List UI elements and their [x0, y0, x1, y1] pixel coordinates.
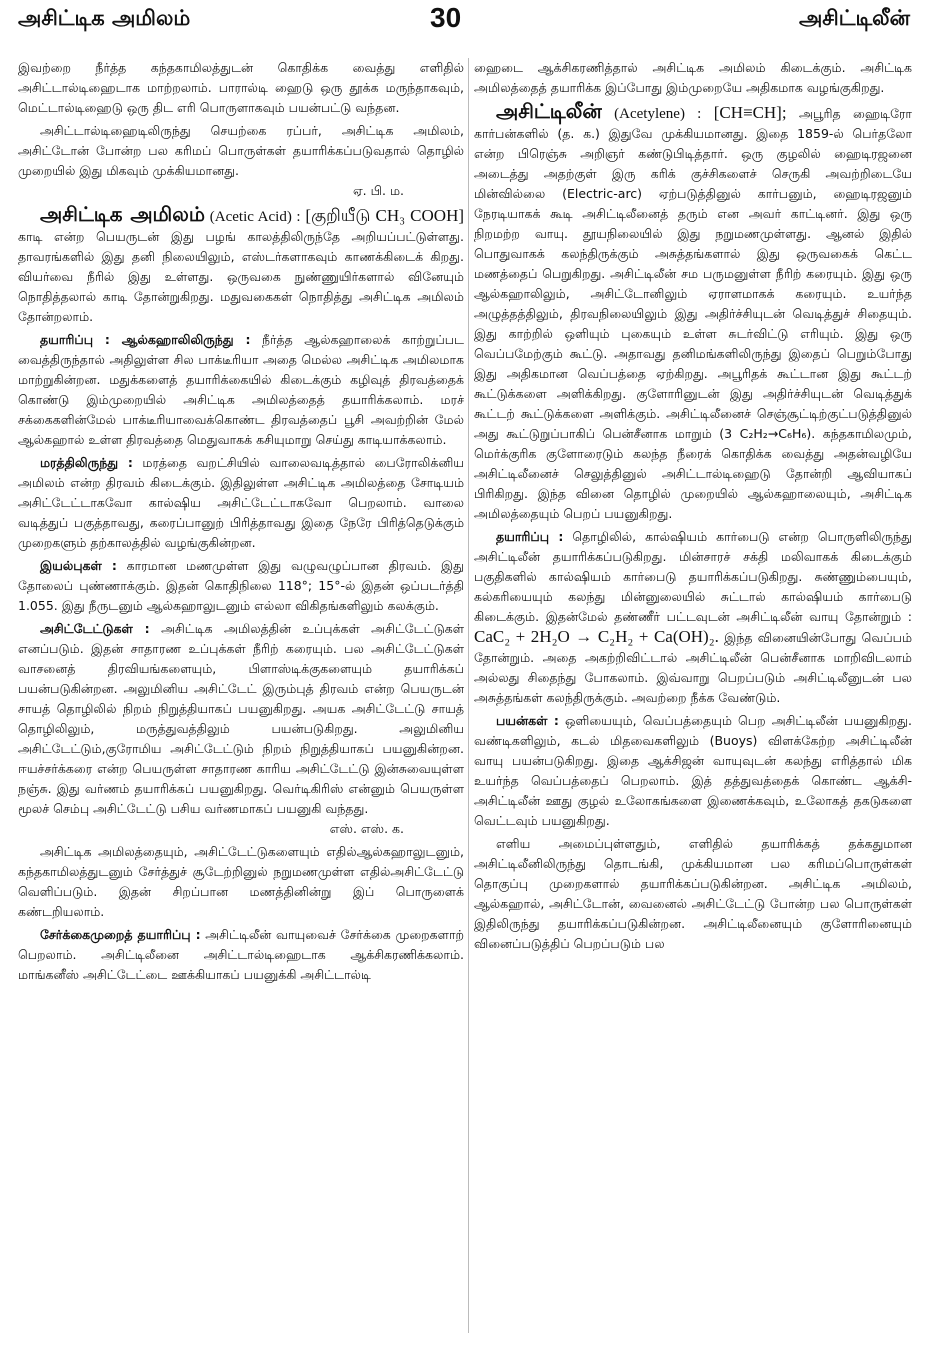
carbide-reaction-formula: CaC₂ + 2H₂O → C₂H₂ + Ca(OH)₂. [474, 627, 719, 646]
properties-text: காரமான மணமுள்ள இது வழுவழுப்பான திரவம். இது தோலைப் புண்ணாக்கும். இதன் கொதிநிலை 118°; 15°-ல் இதன் ஒப்படர்த்தி 1.055. இது நீருடனும் ஆல்கஹாலுடனும் எல்லா விகிதங்களிலும் கலக்கும். [18, 558, 464, 613]
running-head-right: அசிட்டிலீன் [798, 6, 910, 30]
preparation-alcohol [18, 330, 464, 450]
entry-latin-acetic-acid: (Acetic Acid) : [209, 209, 301, 225]
page-number: 30 [430, 2, 462, 33]
right-column [474, 58, 912, 1338]
properties-label: இயல்புகள் : [40, 558, 117, 573]
acetates [18, 619, 464, 839]
closing-paragraph: எளிய அமைப்புள்ளதும், எளிதில் தயாரிக்கத் தக்கதுமான அசிட்டிலீனிலிருந்து தொடங்கி, முக்கியமான பல கரிமப்பொருள்கள் தொகுப்பு முறைகளால் தயாரிக்கப்படுகின்றன. அசிட்டிக அமிலம், ஆல்கஹால், அசிட்டோன், வைனைல் அசிட்டேட்டு போன்ற பல பொருள்கள் இதிலிருந்து தயாரிக்கப்படுகின்றன. அசிட்டிலீனையும் குளோரினையும் வினைப்படுத்திப் பெறப்படும் பல [474, 836, 912, 951]
acetylene-entry [474, 101, 912, 524]
esters-paragraph: அசிட்டிக அமிலத்தையும், அசிட்டேட்டுகளையும் எதில்ஆல்கஹாலுடனும், கந்தகாமிலத்துடனும் சேர்த்துச் சூடேற்றினுல் நறுமணமுள்ள எதில்அசிட்டேட்டு வெளிப்படும். இதன் சிறப்பான மணத்தினின்று இப் பொருளைக் கண்டறியலாம். [18, 844, 464, 919]
synthesis [18, 925, 464, 985]
acetylene-uses-text: ஒளியையும், வெப்பத்தையும் பெற அசிட்டிலீன் பயனுகிறது. வண்டிகளிலும், கடல் மிதவைகளிலும் (Buoys) விளக்கேற்ற அசிட்டிலீன் வாயு பயன்படுகிறது. இதை ஆக்சிஜன் வாயுவுடன் கலந்து எரித்தால் மிக உயர்ந்த வெப்பத்தைப் பெறலாம். இத் தத்துவத்தைக் கொண்ட ஆக்சி-அசிட்டிலீன் ஊது குழல் உலோகங்களை இணைக்கவும், உலோகத் தகடுகளை வெட்டவும் பயனுகிறது. [474, 713, 912, 828]
acetylene-uses [474, 711, 912, 831]
preparation-wood-text: மரத்தை வறட்சியில் வாலைவடித்தால் பைரோலிக்னிய அமிலம் என்ற திரவம் கிடைக்கும். இதிலுள்ள அசிட்டிக அமிலத்தை சோடியம் அசிட்டேட்டாகவோ கால்ஷிய அசிட்டேட்டாகவோ பெறலாம். வாலை வடித்துப் பகுத்தாவது, கரைப்பானுற் பிரித்தாவது இதை நேரே பிரித்தெடுக்கும் முறைகளும் தற்காலத்தில் வழங்குகின்றன. [18, 455, 464, 550]
acetylene-preparation-after: இந்த வினையின்போது வெப்பம் தோன்றும். அதை அகற்றிவிட்டால் அசிட்டிலீன் பென்சீனாக மாறிவிடலாம் அல்லது சிதைந்து போகலாம். இவ்வாறு பெறப்படும் அசிட்டிலீனுடன் பல அசுத்தங்கள் கலந்திருக்கும். அவற்றை நீக்க வேண்டும். [474, 630, 912, 705]
intro-paragraph-2 [18, 121, 464, 201]
entry-title-acetylene: அசிட்டிலீன் [496, 99, 602, 123]
preparation-wood [18, 453, 464, 553]
acetylene-preparation [474, 527, 912, 708]
entry-title-acetic-acid: அசிட்டிக அமிலம் [40, 202, 205, 226]
left-column [18, 58, 464, 1338]
acetates-label: அசிட்டேட்டுகள் : [40, 621, 150, 636]
preparation-alcohol-text: நீர்த்த ஆல்கஹாலைக் காற்றுப்பட வைத்திருந்தால் அதிலுள்ள சில பாக்டீரியா அதை மெல்ல அசிட்டிக அமிலமாக மாற்றுகின்றன. மதுக்களைத் தயாரிக்கையில் கிடைக்கும் கழிவுத் திரவத்தைக் கொண்டு இம்முறையில் அசிட்டிக அமிலத்தைத் தயாரிக்கலாம். மரச் சக்கைகளின்மேல் பாக்டீரியாவைக்கொண்ட திரவத்தைப் பூசி அவற்றின் மேல் ஆல்கஹால் உள்ள திரவத்தை மெதுவாகக் கசியுமாறு செய்து காடியாக்கலாம். [18, 332, 464, 447]
column-divider [468, 58, 469, 1333]
entry-latin-acetylene: (Acetylene) : [614, 106, 702, 122]
continuation-paragraph: ஹைடை ஆக்சிகரணித்தால் அசிட்டிக அமிலம் கிடைக்கும். அசிட்டிக அமிலத்தைத் தயாரிக்க இப்போது இம்முறையே அதிகமாக வழங்குகிறது. [474, 60, 912, 95]
synthesis-label: சேர்க்கைமுறைத் தயாரிப்பு : [40, 927, 201, 942]
page-header [0, 0, 928, 46]
preparation-alcohol-label: தயாரிப்பு : ஆல்கஹாலிலிருந்து : [40, 332, 251, 347]
properties [18, 556, 464, 616]
acetylene-formula: [CH≡CH]; [713, 103, 787, 122]
author-initials: எஸ். எஸ். க. [329, 821, 404, 836]
acetic-acid-formula: [குறியீடு CH₃ COOH] [305, 206, 464, 225]
acetic-acid-description: காடி என்ற பெயருடன் இது பழங் காலத்திலிருந்தே அறியப்பட்டுள்ளது. தாவரங்களில் இது தனி நிலையிலும், எஸ்டர்களாகவும் காணக்கிடைக் கிறது. வியர்வை நீரில் இது உள்ளது. ஒருவகை நுண்ணுயிர்களால் வினேயும் நொதித்தலால் காடி தோன்றுகிறது. மதுவகைகள் நொதித்து அசிட்டிக அமிலம் தோன்றலாம். [18, 229, 464, 324]
acetylene-preparation-text: தொழிலில், கால்ஷியம் கார்பைடு என்ற பொருளிலிருந்து அசிட்டிலீன் தயாரிக்கப்படுகிறது. மின்சாரச் சக்தி மலிவாகக் கிடைக்கும் பகுதிகளில் கால்ஷியம் கார்பைடு தயாரிக்கப்படுகிறது. சுண்ணும்பையும், கல்கரியையும் கலந்து மின்னுலையில் சுட்டால் கால்ஷியம் கார்பைடு கிடைக்கும். இதன்மேல் தண்ணீர் பட்டவுடன் அசிட்டிலீன் வாயு தோன்றும் : [474, 529, 912, 624]
acetylene-preparation-label: தயாரிப்பு : [496, 529, 564, 544]
preparation-wood-label: மரத்திலிருந்து : [40, 455, 133, 470]
synthesis-text: அசிட்டிலீன் வாயுவைச் சேர்க்கை முறைகளாற் பெறலாம். அசிட்டிலீனை அசிட்டால்டிஹைடாக ஆக்சிகரணிக்கலாம். மாங்கனீஸ் அசிட்டேட்டை ஊக்கியாகப் பயனுக்கி அசிட்டால்டி [18, 927, 464, 982]
author-initials: ஏ. பி. ம. [352, 183, 404, 198]
intro-paragraph-1: இவற்றை நீர்த்த கந்தகாமிலத்துடன் கொதிக்க வைத்து எளிதில் அசிட்டால்டிஹைடாக மாற்றலாம். பாரால்டி ஹைடு ஒரு தூக்க மருந்தாகவும், மெட்டால்டிஹைடு ஒரு திட எரி பொருளாகவும் பயன்பட்டு வந்தன. [18, 60, 464, 115]
intro-text: அசிட்டால்டிஹைடிலிருந்து செயற்கை ரப்பர், அசிட்டிக அமிலம், அசிட்டோன் போன்ற பல கரிமப் பொருள்கள் தயாரிக்கப்படுவதால் தொழில் முறையில் இது மிகவும் முக்கியமானது. [18, 123, 464, 178]
acetylene-uses-label: பயன்கள் : [496, 713, 559, 728]
acetates-text: அசிட்டிக அமிலத்தின் உப்புக்கள் அசிட்டேட்டுகள் எனப்படும். இதன் சாதாரண உப்புக்கள் நீரிற் கரையும். பல அசிட்டேட்டுகள் வாசனைத் திரவியங்களையும், பிளாஸ்டிக்குகளையும் தயாரிக்கப் பயன்படுகின்றன. அலுமினிய அசிட்டேட் இரும்புத் திரவம் என்ற பெயருடன் சாயத் தொழிலில் நிறம் நிறுத்தியாகப் பயனுகிறது. அயக அசிட்டேட்டு சாயத் தொழிலிலும், மருத்துவத்திலும் பயன்படுகிறது. அலுமினிய அசிட்டேட்டும்,குரோமிய அசிட்டேட்டும் நிறம் நிறுத்தியாகப் பயனுகின்றன. ஈயச்சர்க்கரை என்ற பெயருள்ள சாதாரண காரிய அசிட்டேட்டு இன்சுவையுள்ள நஞ்சு. இது வர்ணம் தயாரிக்கப் பயனுகிறது. வெர்டிகிரிஸ் என்னும் பெயருள்ள மூலச் செம்பு அசிட்டேட்டு பசிய வர்ணமாகப் பயனுகி வந்தது. [18, 621, 464, 816]
acetic-acid-entry [18, 204, 464, 327]
acetylene-description: அபூரித ஹைடிரோ கார்பன்களில் (த. க.) இதுவே முக்கியமானது. இதை 1859-ல் பெர்தலோ என்ற பிரெஞ்சு அறிஞர் கண்டுபிடித்தார். ஒரு குழலில் ஹைடிரஜனை அடைத்து அதற்குள் இரு கரிக் குச்சிகளைச் செருகி அவற்றிடையே மின்வில்லை (Electric-arc) ஏற்படுத்தினுல் கார்பனும், ஹைடிரஜனும் நேரடியாகக் கூடி அசிட்டிலீனைத் தரும் என அவர் காட்டினர். இது ஒரு நிறமற்ற வாயு. தூயநிலையில் இது நறுமணமுள்ளது. ஆனல் இதில் பொதுவாகக் கலந்திருக்கும் அசுத்தங்களால் இது ஒருவகைக் கெட்ட மணத்தைப் பெறுகிறது. அசிட்டிலீன் சம பருமனுள்ள நீரிற் கரையும். இது ஒரு ஆல்கஹாலிலும், அசிட்டோனிலும் ஏராளமாகக் கரையும். உயர்ந்த அழுத்தத்திலும், திரவநிலையிலும் இது அதிர்ச்சியுடன் வெடித்துச் சிதையும். இது காற்றில் ஒளியும் புகையும் உள்ள சுடர்விட்டு எரியும். இது ஒரு வெப்பமேற்கும் கூட்டு. அதாவது தனிமங்களிலிருந்து இதைப் பெறும்போது இது அதிகமான வெப்பத்தை ஏற்கிறது. அபூரிதக் கூட்டான இது கூட்டற் கூட்டுக்களை அளிக்கிறது. குளோரினுடன் இது அதிர்ச்சியுடன் வெடித்துக் கூட்டற் கூட்டுக்களை அளிக்கும். அசிட்டிலீனைச் செஞ்சூட்டிற்குட்படுத்தினுல் அது கூட்டுறுப்பாகிப் பென்சீனாக மாறும் (3 C₂H₂→C₆H₆). கந்தகாமிலமும், மெர்க்குரிக குளோரைடும் கலந்த நீரைக் கொதிக்க வைத்து அதன்வழியே அசிட்டிலீனைச் செலுத்தினுல் அசிட்டால்டிஹைடு தோன்றி ஆவியாகப் பிரிகிறது. இந்த வினை தொழில் முறையில் ஆல்கஹாலையும், அசிட்டிக அமிலத்தையும் பெறப் பயனுகிறது. [474, 106, 912, 521]
running-head-left: அசிட்டிக அமிலம் [18, 6, 191, 30]
